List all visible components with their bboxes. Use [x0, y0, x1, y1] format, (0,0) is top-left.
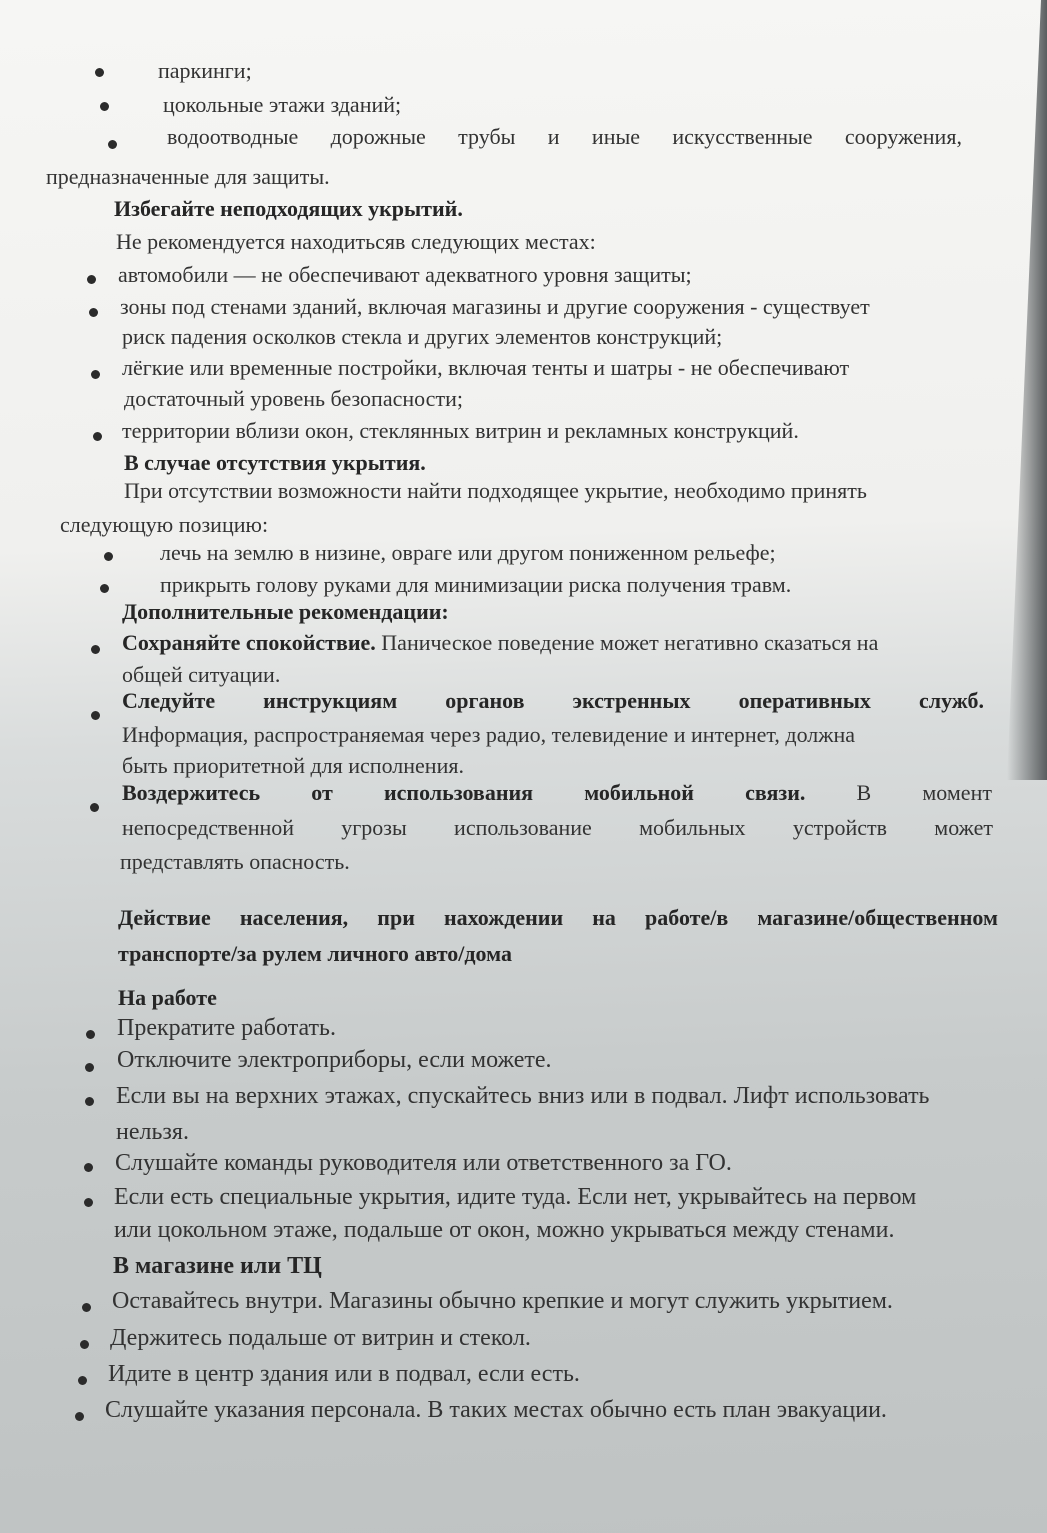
no-shelter-intro-cont: следующую позицию: [60, 512, 269, 537]
extra-item-calm-bold: Сохраняйте спокойствие. [122, 630, 376, 655]
avoid-item-walls: зоны под стенами зданий, включая магазины и другие сооружения - существует [120, 294, 870, 319]
bullet-icon [91, 711, 100, 720]
word: населения, [239, 905, 349, 930]
word: непосредственной [122, 815, 295, 840]
bullet-icon [85, 1097, 94, 1106]
section-heading-no-shelter: В случае отсутствия укрытия. [124, 450, 426, 475]
avoid-item-temporary-cont: достаточный уровень безопасности; [124, 386, 463, 411]
shelter-item-parking: паркинги; [158, 58, 252, 83]
bullet-icon [91, 645, 100, 654]
shop-item-windows: Держитесь подальше от витрин и стекол. [110, 1325, 531, 1351]
extra-item-mobile-cont2: представлять опасность. [120, 849, 350, 874]
extra-item-calm-cont: общей ситуации. [122, 662, 281, 687]
word: использование [454, 815, 592, 840]
bullet-icon [84, 1163, 93, 1172]
work-item-floors: Если вы на верхних этажах, спускайтесь вниз или в подвал. Лифт использовать [116, 1083, 930, 1109]
word: В [856, 780, 872, 805]
word: Действие [118, 905, 211, 930]
bullet-icon [78, 1376, 87, 1385]
shelter-item-drainage-cont: предназначенные для защиты. [46, 164, 330, 189]
word: трубы [458, 124, 516, 149]
section-title-actions-cont: транспорте/за рулем личного авто/дома [118, 941, 512, 966]
work-item-appliances: Отключите электроприборы, если можете. [117, 1047, 552, 1073]
word: сооружения, [844, 124, 962, 149]
extra-item-follow-cont: Информация, распространяемая через радио, телевидение и интернет, должна [122, 722, 856, 747]
avoid-item-walls-cont: риск падения осколков стекла и других элементов конструкций; [122, 324, 723, 349]
word: и [547, 124, 560, 149]
word: мобильной [584, 780, 694, 805]
bullet-icon [104, 552, 113, 561]
bullet-icon [80, 1340, 89, 1349]
work-item-shelters: Если есть специальные укрытия, идите туда. Если нет, укрывайтесь на первом [114, 1184, 917, 1210]
no-shelter-intro: При отсутствии возможности найти подходящее укрытие, необходимо принять [124, 478, 867, 503]
bullet-icon [91, 370, 100, 379]
bullet-icon [85, 1063, 94, 1072]
word: дорожные [330, 124, 426, 149]
word: Воздержитесь [122, 780, 261, 805]
word: устройств [792, 815, 888, 840]
word: служб. [918, 688, 984, 713]
bullet-icon [84, 1198, 93, 1207]
word: связи. [745, 780, 806, 805]
work-item-shelters-cont: или цокольном этаже, подальше от окон, можно укрываться между стенами. [114, 1217, 895, 1243]
word: магазине/общественном [757, 905, 998, 930]
extra-item-follow-cont2: быть приоритетной для исполнения. [122, 753, 464, 778]
shelter-item-basement: цокольные этажи зданий; [163, 92, 402, 117]
extra-item-mobile [122, 780, 992, 806]
avoid-item-cars: автомобили — не обеспечивают адекватного уровня защиты; [118, 262, 692, 287]
no-shelter-item-cover-head: прикрыть голову руками для минимизации риска получения травм. [160, 572, 792, 597]
word: органов [445, 688, 525, 713]
word: экстренных [572, 688, 691, 713]
bullet-icon [87, 275, 96, 284]
extra-item-follow [122, 688, 984, 714]
section-heading-extra: Дополнительные рекомендации: [122, 599, 449, 624]
avoid-item-temporary: лёгкие или временные постройки, включая тенты и шатры - не обеспечивают [122, 355, 850, 380]
word: иные [591, 124, 641, 149]
shop-item-stay: Оставайтесь внутри. Магазины обычно крепкие и могут служить укрытием. [112, 1288, 893, 1314]
extra-item-mobile-cont [122, 815, 993, 841]
work-item-stop: Прекратите работать. [117, 1015, 336, 1041]
word: угрозы [341, 815, 407, 840]
word: работе/в [645, 905, 729, 930]
word: водоотводные [167, 124, 299, 149]
word: мобильных [639, 815, 746, 840]
avoid-item-windows: территории вблизи окон, стеклянных витрин и рекламных конструкций. [122, 418, 799, 443]
bullet-icon [93, 432, 102, 441]
shelter-item-drainage [167, 124, 962, 150]
no-shelter-item-lie-down: лечь на землю в низине, овраге или другом пониженном рельефе; [160, 540, 776, 565]
word: на [592, 905, 616, 930]
word: момент [922, 780, 992, 805]
word: от [311, 780, 333, 805]
bullet-icon [82, 1303, 91, 1312]
bullet-icon [95, 68, 104, 77]
bullet-icon [89, 308, 98, 317]
word: нахождении [443, 905, 564, 930]
bullet-icon [90, 803, 99, 812]
bullet-icon [100, 102, 109, 111]
word: оперативных [738, 688, 871, 713]
avoid-intro: Не рекомендуется находитьсяв следующих местах: [116, 229, 596, 254]
extra-item-calm [122, 630, 878, 656]
word: искусственные [672, 124, 813, 149]
bullet-icon [100, 584, 109, 593]
subheading-shop: В магазине или ТЦ [113, 1253, 322, 1279]
work-item-commands: Слушайте команды руководителя или ответственного за ГО. [115, 1150, 732, 1176]
shop-item-staff: Слушайте указания персонала. В таких местах обычно есть план эвакуации. [105, 1397, 887, 1423]
section-heading-avoid: Избегайте неподходящих укрытий. [114, 196, 463, 221]
word: при [377, 905, 415, 930]
shop-item-center: Идите в центр здания или в подвал, если есть. [108, 1361, 580, 1387]
subheading-work: На работе [118, 985, 217, 1010]
word: Следуйте [122, 688, 216, 713]
bullet-icon [86, 1030, 95, 1039]
section-title-actions [118, 905, 998, 931]
extra-item-calm-text: Паническое поведение может негативно сказаться на [375, 630, 879, 655]
bullet-icon [108, 140, 117, 149]
bullet-icon [75, 1412, 84, 1421]
word: может [934, 815, 993, 840]
work-item-floors-cont: нельзя. [116, 1119, 189, 1145]
word: инструкциям [263, 688, 398, 713]
word: использования [383, 780, 534, 805]
